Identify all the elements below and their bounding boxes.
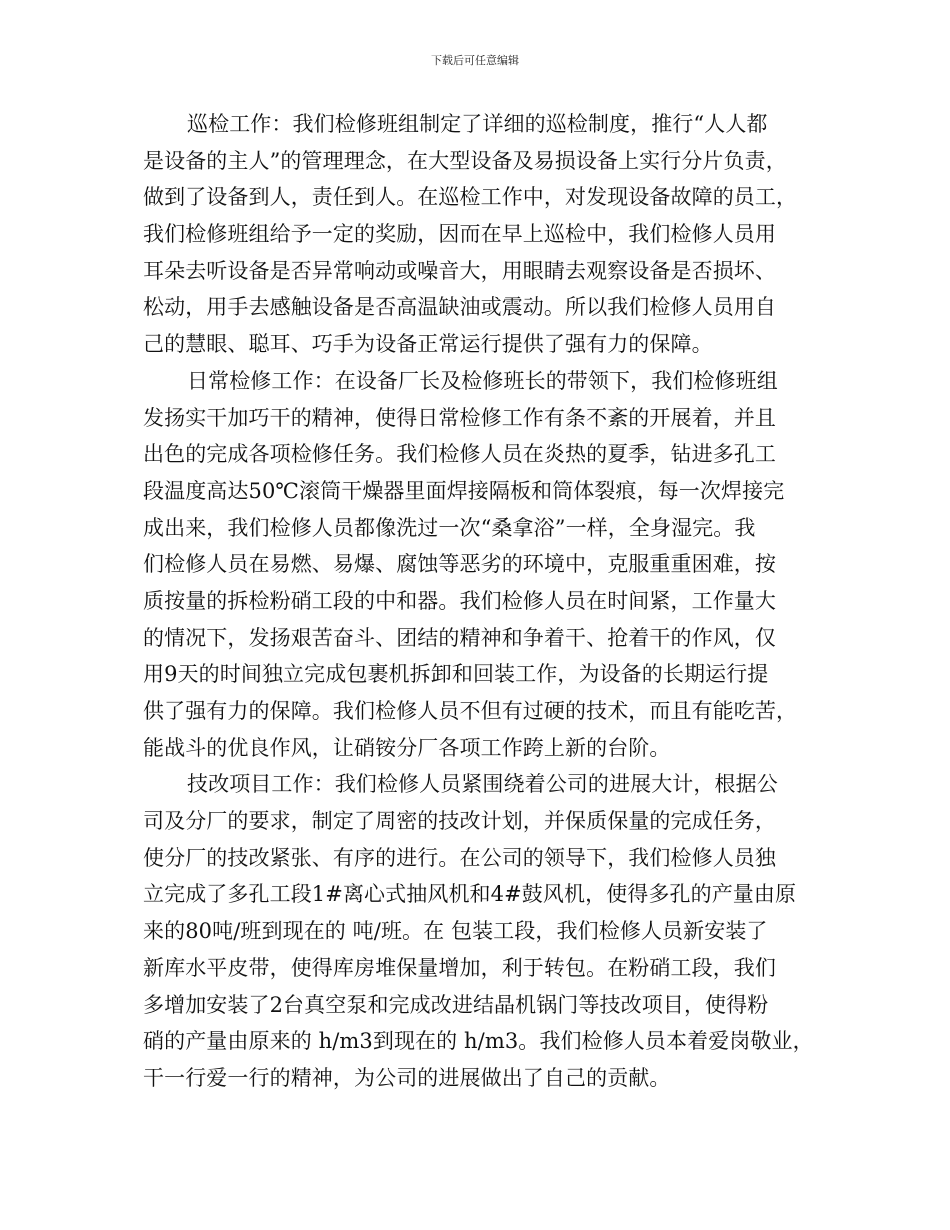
document-body <box>143 106 823 1097</box>
paragraph-inspection <box>143 106 823 363</box>
text-line: 的情况下，发扬艰苦奋斗、团结的精神和争着干、抢着干的作风，仅 <box>143 625 776 650</box>
paragraph-daily-maintenance <box>143 363 823 767</box>
text-line: 己的慧眼、聪耳、巧手为设备正常运行提供了强有力的保障。 <box>143 332 713 357</box>
text-line: 段温度高达50℃滚筒干燥器里面焊接隔板和筒体裂痕，每一次焊接完 <box>143 478 785 503</box>
text-line: 是设备的主人”的管理理念，在大型设备及易损设备上实行分片负责， <box>143 148 787 173</box>
paragraph-technical-improvement <box>143 766 823 1096</box>
text-line: 硝的产量由原来的 h/m3到现在的 h/m3。我们检修人员本着爱岗敬业， <box>143 1029 814 1054</box>
text-line: 能战斗的优良作风，让硝铵分厂各项工作跨上新的台阶。 <box>143 735 671 760</box>
text-line: 质按量的拆检粉硝工段的中和器。我们检修人员在时间紧，工作量大 <box>143 588 776 613</box>
text-line: 司及分厂的要求，制定了周密的技改计划，并保质保量的完成任务， <box>143 809 776 834</box>
text-line: 成出来，我们检修人员都像洗过一次“桑拿浴”一样，全身湿完。我 <box>143 515 756 540</box>
text-line: 新库水平皮带，使得库房堆保量增加，利于转包。在粉硝工段，我们 <box>143 955 776 980</box>
text-line: 来的80吨/班到现在的 吨/班。在 包装工段，我们检修人员新安装了 <box>143 919 768 944</box>
text-line: 干一行爱一行的精神，为公司的进展做出了自己的贡献。 <box>143 1065 671 1090</box>
text-line: 立完成了多孔工段1#离心式抽风机和4#鼓风机，使得多孔的产量由原 <box>143 882 797 907</box>
text-line: 我们检修班组给予一定的奖励，因而在早上巡检中，我们检修人员用 <box>143 222 776 247</box>
text-line: 使分厂的技改紧张、有序的进行。在公司的领导下，我们检修人员独 <box>143 845 776 870</box>
text-line: 做到了设备到人，责任到人。在巡检工作中，对发现设备故障的员工， <box>143 185 798 210</box>
text-line: 供了强有力的保障。我们检修人员不但有过硬的技术，而且有能吃苦， <box>143 699 798 723</box>
text-line: 松动，用手去感触设备是否高温缺油或震动。所以我们检修人员用自 <box>143 295 776 320</box>
text-line: 耳朵去听设备是否异常响动或噪音大，用眼睛去观察设备是否损坏、 <box>143 258 776 283</box>
text-line: 发扬实干加巧干的精神，使得日常检修工作有条不紊的开展着，并且 <box>143 405 776 430</box>
text-line: 日常检修工作：在设备厂长及检修班长的带领下，我们检修班组 <box>187 368 778 393</box>
text-line: 多增加安装了2台真空泵和完成改进结晶机锅门等技改项目，使得粉 <box>143 992 769 1017</box>
text-line: 们检修人员在易燃、易爆、腐蚀等恶劣的环境中，克服重重困难，按 <box>143 552 776 577</box>
text-line: 出色的完成各项检修任务。我们检修人员在炎热的夏季，钻进多孔工 <box>143 442 776 467</box>
text-line: 用9天的时间独立完成包裹机拆卸和回装工作，为设备的长期运行提 <box>143 662 769 687</box>
page-header: 下载后可任意编辑 <box>431 54 519 67</box>
text-line: 巡检工作：我们检修班组制定了详细的巡检制度，推行“人人都 <box>187 112 768 136</box>
text-line: 技改项目工作：我们检修人员紧围绕着公司的进展大计，根据公 <box>187 772 778 797</box>
